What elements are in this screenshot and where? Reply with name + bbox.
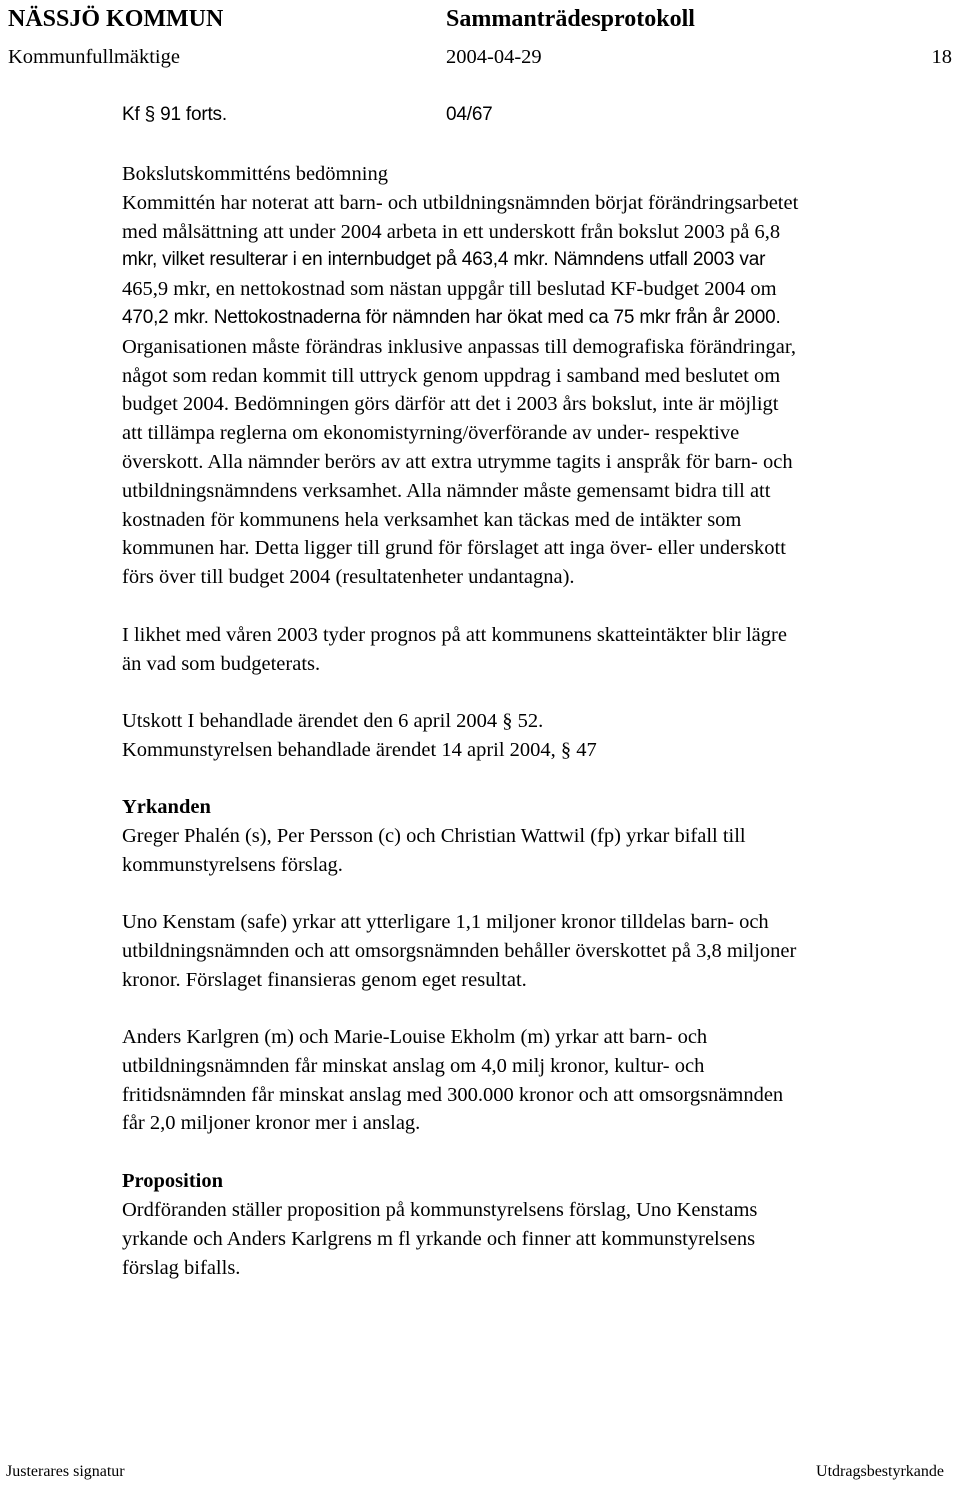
text-line: utbildningsnämnden och att omsorgsnämnden behåller överskottet på 3,8 miljoner bbox=[122, 939, 797, 962]
page-number: 18 bbox=[931, 46, 952, 68]
case-number: 04/67 bbox=[446, 104, 493, 125]
text-line: överskott. Alla nämnder berörs av att extra utrymme tagits i anspråk för barn- och bbox=[122, 450, 793, 473]
text-line: Bokslutskommitténs bedömning bbox=[122, 163, 388, 185]
text-line: budget 2004. Bedömningen görs därför att det i 2003 års bokslut, inte är möjligt bbox=[122, 393, 779, 416]
text-line: 465,9 mkr, en nettokostnad som nästan uppgår till beslutad KF-budget 2004 om bbox=[122, 278, 777, 301]
text-line: utbildningsnämnden får minskat anslag om 4,0 milj kronor, kultur- och bbox=[122, 1054, 705, 1077]
motion-paragraph-3 bbox=[122, 1023, 952, 1138]
motion-paragraph-1 bbox=[122, 822, 952, 880]
handling-paragraph bbox=[122, 707, 952, 765]
text-line: kostnaden för kommunens hela verksamhet kan täckas med de intäkter som bbox=[122, 508, 742, 531]
text-line: Kommittén har noterat att barn- och utbildningsnämnden börjat förändringsarbetet bbox=[122, 191, 799, 214]
text-line: kommunstyrelsens förslag. bbox=[122, 853, 343, 876]
text-line: förs över till budget 2004 (resultatenheter undantagna). bbox=[122, 566, 575, 589]
text-line: att tillämpa reglerna om ekonomistyrning/överförande av under- respektive bbox=[122, 422, 740, 445]
motion-paragraph-2 bbox=[122, 908, 952, 994]
document-type: Sammanträdesprotokoll bbox=[446, 6, 695, 32]
text-line: Greger Phalén (s), Per Persson (c) och Christian Wattwil (fp) yrkar bifall till bbox=[122, 825, 746, 847]
assessment-paragraph bbox=[122, 160, 952, 592]
text-line: något som redan kommit till uttryck genom uppdrag i samband med beslutet om bbox=[122, 364, 781, 387]
text-line: 470,2 mkr. Nettokostnaderna för nämnden har ökat med ca 75 mkr från år 2000. bbox=[122, 306, 781, 328]
meeting-body: Kommunfullmäktige bbox=[8, 46, 180, 68]
text-line: Uno Kenstam (safe) yrkar att ytterligare 1,1 miljoner kronor tilldelas barn- och bbox=[122, 911, 769, 933]
text-line: än vad som budgeterats. bbox=[122, 652, 321, 675]
text-line: yrkande och Anders Karlgrens m fl yrkande och finner att kommunstyrelsens bbox=[122, 1227, 756, 1250]
text-line: Utskott I behandlade ärendet den 6 april 2004 § 52. bbox=[122, 710, 544, 732]
municipality-name: NÄSSJÖ KOMMUN bbox=[8, 6, 224, 32]
footer-attestation-label: Utdragsbestyrkande bbox=[816, 1463, 944, 1480]
text-line: Anders Karlgren (m) och Marie-Louise Ekholm (m) yrkar att barn- och bbox=[122, 1026, 708, 1048]
text-line: förslag bifalls. bbox=[122, 1256, 241, 1279]
text-line: Organisationen måste förändras inklusive anpassas till demografiska förändringar, bbox=[122, 335, 796, 358]
text-line: med målsättning att under 2004 arbeta in ett underskott från bokslut 2003 på 6,8 bbox=[122, 220, 781, 243]
text-line: kronor. Förslaget finansieras genom eget resultat. bbox=[122, 968, 527, 991]
text-line: Kommunstyrelsen behandlade ärendet 14 april 2004, § 47 bbox=[122, 738, 597, 761]
forecast-paragraph bbox=[122, 621, 952, 679]
text-line: kommunen har. Detta ligger till grund för förslaget att inga över- eller underskott bbox=[122, 537, 786, 560]
meeting-date: 2004-04-29 bbox=[446, 46, 542, 68]
text-line: får 2,0 miljoner kronor mer i anslag. bbox=[122, 1112, 421, 1135]
text-line: I likhet med våren 2003 tyder prognos på att kommunens skatteintäkter blir lägre bbox=[122, 624, 787, 646]
section-reference: Kf § 91 forts. bbox=[122, 104, 227, 125]
proposition-heading: Proposition bbox=[122, 1170, 223, 1192]
text-line: utbildningsnämndens verksamhet. Alla nämnder måste gemensamt bidra till att bbox=[122, 479, 771, 502]
yrkanden-heading: Yrkanden bbox=[122, 796, 211, 818]
text-line: fritidsnämnden får minskat anslag med 300.000 kronor och att omsorgsnämnden bbox=[122, 1083, 784, 1106]
proposition-paragraph bbox=[122, 1196, 952, 1282]
footer-signature-label: Justerares signatur bbox=[6, 1463, 125, 1480]
text-line: mkr, vilket resulterar i en internbudget på 463,4 mkr. Nämndens utfall 2003 var bbox=[122, 249, 766, 271]
text-line: Ordföranden ställer proposition på kommunstyrelsens förslag, Uno Kenstams bbox=[122, 1199, 758, 1221]
